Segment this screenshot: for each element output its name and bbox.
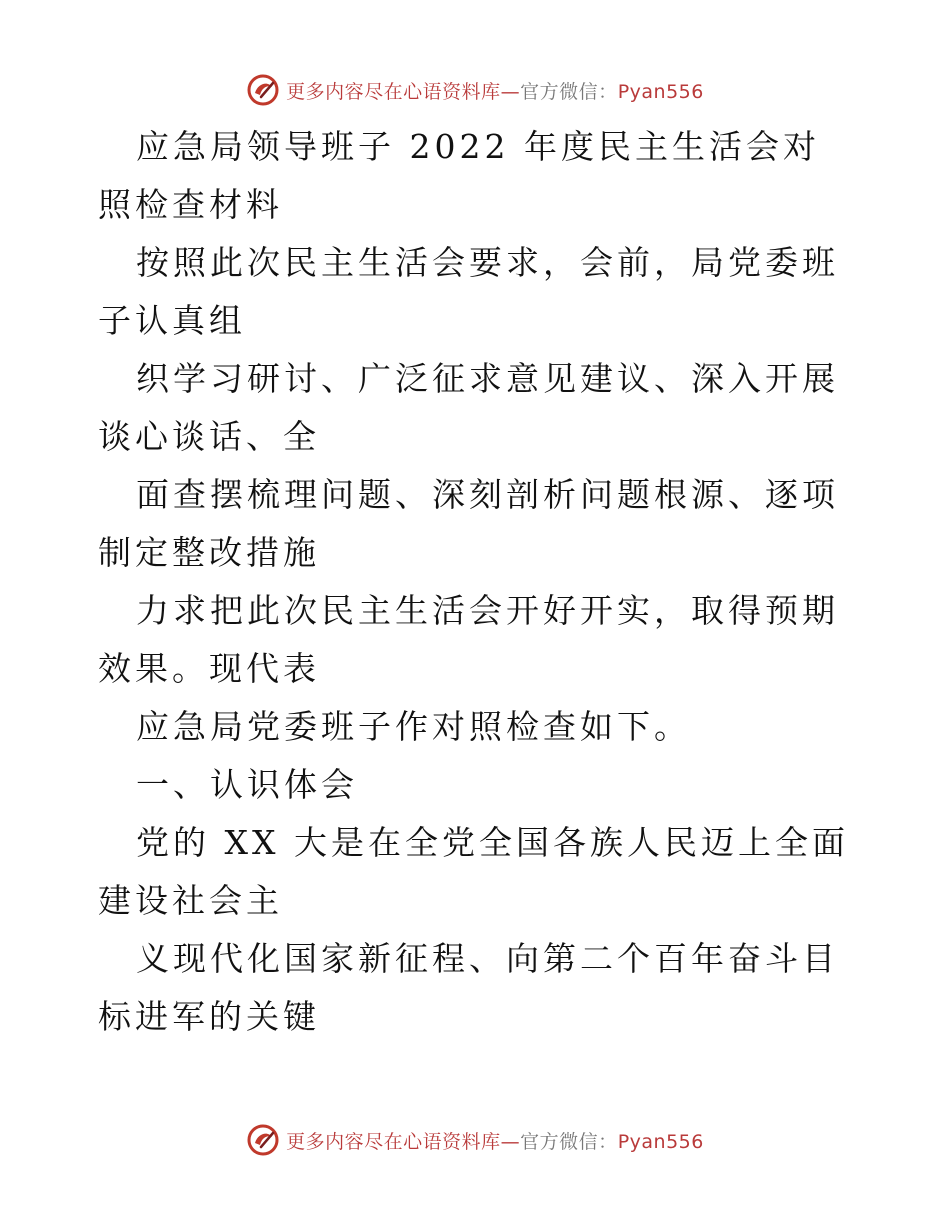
watermark-banner-top <box>0 70 950 110</box>
paragraph: 按照此次民主生活会要求，会前，局党委班子认真组 <box>98 243 839 340</box>
watermark-site-text: 更多内容尽在心语资料库— <box>286 1130 521 1153</box>
watermark-text <box>286 77 704 104</box>
paragraph: 力求把此次民主生活会开好开实，取得预期效果。现代表 <box>98 591 839 688</box>
watermark-handle: Pyan556 <box>617 80 704 103</box>
document-title: 应急局领导班子 2022 年度民主生活会对照检查材料 <box>98 127 820 224</box>
document-body <box>98 118 854 1046</box>
paragraph: 义现代化国家新征程、向第二个百年奋斗目标进军的关键 <box>98 939 839 1036</box>
paragraph: 党的 XX 大是在全党全国各族人民迈上全面建设社会主 <box>98 823 849 920</box>
watermark-wechat-label: 官方微信： <box>520 1130 618 1153</box>
section-heading: 一、认识体会 <box>136 765 358 804</box>
watermark-wechat-label: 官方微信： <box>520 80 618 103</box>
watermark-banner-bottom <box>0 1120 950 1160</box>
red-swirl-logo-icon <box>246 1123 280 1157</box>
watermark-handle: Pyan556 <box>617 1130 704 1153</box>
paragraph: 应急局党委班子作对照检查如下。 <box>136 707 691 746</box>
watermark-site-text: 更多内容尽在心语资料库— <box>286 80 521 103</box>
red-swirl-logo-icon <box>246 73 280 107</box>
paragraph: 织学习研讨、广泛征求意见建议、深入开展谈心谈话、全 <box>98 359 839 456</box>
paragraph: 面查摆梳理问题、深刻剖析问题根源、逐项制定整改措施 <box>98 475 839 572</box>
watermark-text <box>286 1127 704 1154</box>
